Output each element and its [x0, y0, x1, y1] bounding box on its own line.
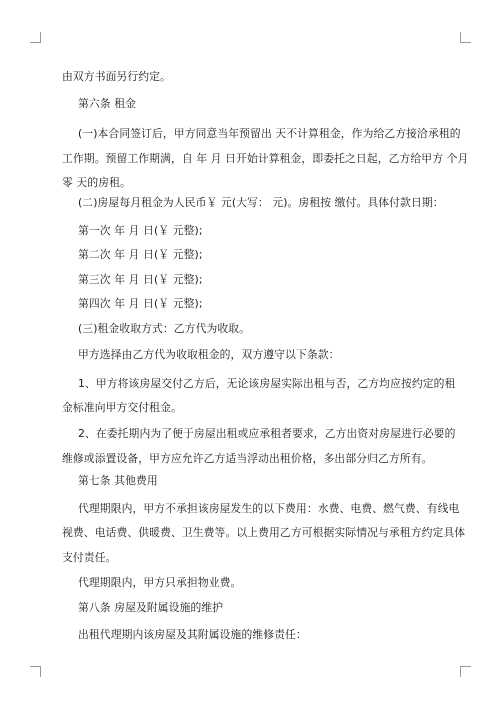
crop-mark-top-right — [460, 32, 471, 43]
text-line: 工作期。预留工作期满，自 年 月 日开始计算租金，即委托之日起，乙方给甲方 个月 — [62, 152, 469, 165]
section-heading: 第七条 其他费用 — [78, 474, 158, 487]
payment-line: 第四次 年 月 日(￥ 元整); — [78, 297, 203, 310]
text-line: 出租代理期内该房屋及其附属设施的维修责任： — [78, 628, 307, 641]
section-heading: 第八条 房屋及附属设施的维护 — [78, 601, 224, 614]
text-line: 支付责任。 — [62, 551, 117, 564]
text-line: 代理期限内，甲方不承担该房屋发生的以下费用：水费、电费、燃气费、有线电 — [78, 502, 460, 515]
crop-mark-bottom-right — [460, 666, 471, 677]
text-line: 维修或添置设备，甲方应允许乙方适当浮动出租价格，多出部分归乙方所有。 — [62, 452, 433, 465]
payment-line: 第三次 年 月 日(￥ 元整); — [78, 273, 203, 286]
crop-mark-top-left — [30, 32, 41, 43]
text-line: (二)房屋每月租金为人民币￥ 元(大写： 元)。房租按 缴付。具体付款日期： — [78, 196, 444, 209]
text-line: 甲方选择由乙方代为收取租金的，双方遵守以下条款： — [78, 348, 340, 361]
text-line: (三)租金收取方式：乙方代为收取。 — [78, 322, 251, 335]
text-line: 由双方书面另行约定。 — [62, 70, 171, 83]
payment-line: 第一次 年 月 日(￥ 元整); — [78, 224, 203, 237]
payment-line: 第二次 年 月 日(￥ 元整); — [78, 248, 203, 261]
text-line: (一)本合同签订后，甲方同意当年预留出 天不计算租金，作为给乙方接洽承租的 — [78, 127, 461, 140]
text-line: 1、甲方将该房屋交付乙方后，无论该房屋实际出租与否，乙方均应按约定的租 — [78, 377, 456, 390]
text-line: 2、在委托期内为了便于房屋出租或应承租者要求，乙方出资对房屋进行必要的 — [78, 427, 456, 440]
text-line: 金标准向甲方交付租金。 — [62, 401, 182, 414]
crop-mark-bottom-left — [30, 666, 41, 677]
text-line: 零 天的房租。 — [62, 176, 131, 189]
section-heading: 第六条 租金 — [78, 97, 137, 110]
text-line: 代理期限内，甲方只承担物业费。 — [78, 576, 242, 589]
text-line: 视费、电话费、供暖费、卫生费等。以上费用乙方可根据实际情况与承租方约定具体 — [62, 526, 466, 539]
